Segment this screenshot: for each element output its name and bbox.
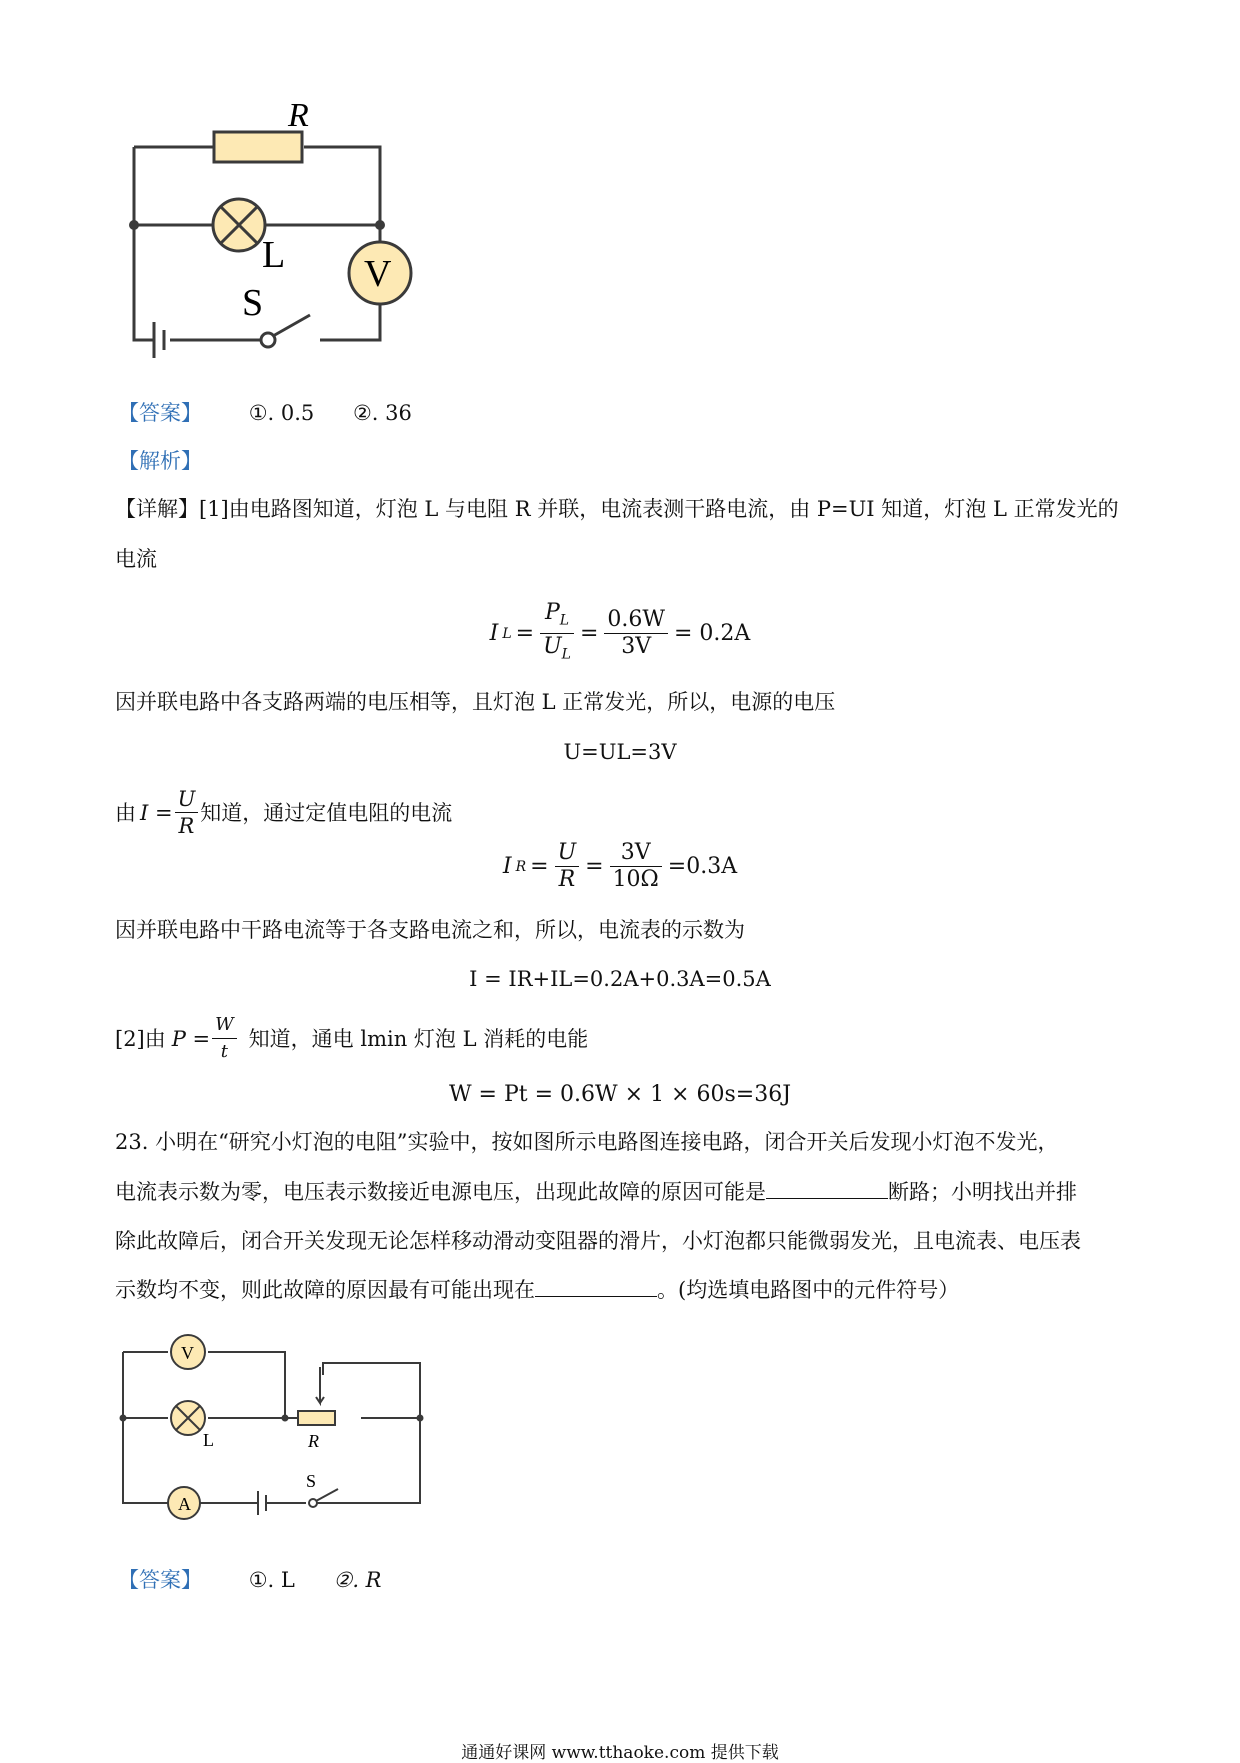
answer-2: ②. R — [333, 1568, 382, 1592]
label-r: R — [288, 97, 309, 134]
detail-line-5: 因并联电路中干路电流等于各支路电流之和，所以，电流表的示数为 — [115, 918, 745, 942]
detail-line-3: 因并联电路中各支路两端的电压相等，且灯泡 L 正常发光，所以，电源的电压 — [115, 690, 836, 714]
answer-2: ②. 36 — [352, 401, 412, 425]
answer-tag: 【答案】 — [118, 401, 202, 425]
label-s: S — [306, 1471, 317, 1491]
answer-blank-1[interactable] — [766, 1180, 888, 1199]
equation-il: I L = $\frac{P_L}{U_L}$ = $\frac{0.6W}{3V}$ = 0.2A — [489, 600, 751, 663]
footer-text: 通通好课网 www.tthaoke.com 提供下载 — [461, 1743, 779, 1763]
detail-line-4: 由 I = $\frac{U}{R}$ 知道，通过定值电阻的电流 — [115, 787, 453, 838]
answer-blank-2[interactable] — [535, 1278, 657, 1297]
q23-line-3: 除此故障后，闭合开关发现无论怎样移动滑动变阻器的滑片，小灯泡都只能微弱发光，且电流表、电压表 — [115, 1229, 1081, 1253]
answer-tag: 【答案】 — [118, 1568, 202, 1592]
label-l: L — [203, 1430, 214, 1450]
label-r: R — [308, 1431, 319, 1451]
label-v: V — [364, 253, 392, 295]
q23-line-1: 23. 小明在“研究小灯泡的电阻”实验中，按如图所示电路图连接电路，闭合开关后发现小灯泡不发光， — [115, 1130, 1059, 1154]
q23-line-2: 电流表示数为零，电压表示数接近电源电压，出现此故障的原因可能是 断路；小明找出并排 — [115, 1180, 1077, 1204]
equation-i-total: I = IR+IL=0.2A+0.3A=0.5A — [469, 967, 771, 991]
rheostat-r — [298, 1411, 335, 1425]
label-l: L — [262, 234, 286, 276]
equation-w: W = Pt = 0.6W × 1 × 60s=36J — [448, 1082, 792, 1107]
label-v: V — [181, 1343, 194, 1363]
answer-1: ①. L — [248, 1568, 295, 1592]
circuit-diagram-1 — [110, 90, 470, 380]
equation-u: U=UL=3V — [563, 740, 677, 764]
answer-row-2 — [118, 1568, 382, 1592]
resistor-r — [214, 132, 302, 162]
q23-line-4: 示数均不变，则此故障的原因最有可能出现在 。(均选填电路图中的元件符号） — [115, 1278, 960, 1302]
detail-line-1: 【详解】[1]由电路图知道，灯泡 L 与电阻 R 并联，电流表测干路电流，由 P=UI 知道，灯泡 L 正常发光的 — [115, 497, 1119, 521]
label-a: A — [178, 1494, 191, 1514]
detail-line-6: [2]由 P = $\frac{W}{t}$ 知道，通电 lmin 灯泡 L 消耗的电能 — [115, 1014, 589, 1062]
answer-row-1 — [118, 401, 412, 425]
analysis-tag: 【解析】 — [118, 449, 202, 473]
circuit-diagram-2 — [110, 1325, 440, 1530]
answer-1: ①. 0.5 — [248, 401, 315, 425]
detail-line-2: 电流 — [115, 547, 157, 571]
equation-ir: I R = $\frac{U}{R}$ = $\frac{3V}{10\Omega}$ =0.3A — [502, 840, 738, 892]
label-s: S — [242, 282, 264, 324]
